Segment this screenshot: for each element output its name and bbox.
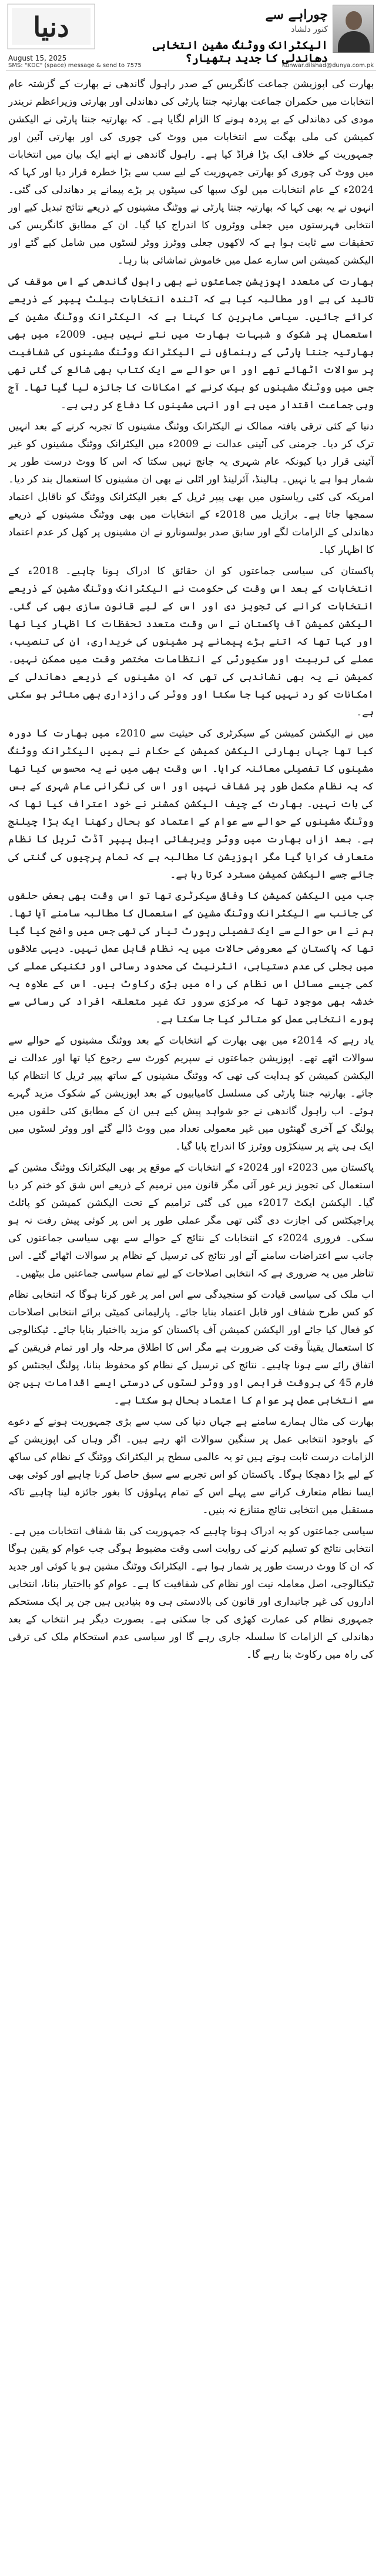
- dunya-logo-icon: [7, 4, 95, 49]
- article-paragraph: یاد رہے کہ 2014ء میں بھی بھارت کے انتخابات کے بعد ووٹنگ مشینوں کے حوالے سے سوالات اٹھے تھے۔ اپوزیشن جماعتوں نے سپریم کورٹ سے رجوع کیا تھا اور عدالت نے الیکشن کمیشن کو ہدایت کی تھی کہ ووٹنگ مشینوں کے ساتھ پیپر ٹریل کا انتظام کیا جائے۔ بھارتیہ جنتا پارٹی کی مسلسل کامیابیوں کے بعد اپوزیشن کے شکوک مزید گہرے ہوئے۔ اب راہول گاندھی نے جو شواہد پیش کیے ہیں ان کے مطابق کئی حلقوں میں پولنگ کے آخری گھنٹوں میں غیر معمولی تعداد میں ووٹ ڈالے گئے اور ووٹر لسٹوں میں ایک ہی پتے پر سینکڑوں ووٹرز کا اندراج پایا گیا۔: [8, 1035, 374, 1152]
- article-paragraph: دنیا کے کئی ترقی یافتہ ممالک نے الیکٹرانک ووٹنگ مشینوں کا تجربہ کرنے کے بعد انہیں ترک کر دیا۔ جرمنی کی آئینی عدالت نے 2009ء میں الیکٹرانک ووٹنگ مشینوں کو غیر آئینی قرار دیا کیونکہ عام شہری یہ جانچ نہیں سکتا کہ اس کا ووٹ درست طور پر شمار ہوا ہے یا نہیں۔ ہالینڈ، آئرلینڈ اور اٹلی نے بھی ان مشینوں کا استعمال بند کر دیا۔ امریکہ کی کئی ریاستوں میں بھی پیپر ٹریل کے بغیر الیکٹرانک ووٹنگ کو ناقابل اعتماد سمجھا جاتا ہے۔ برازیل میں 2018ء کے انتخابات میں بھی ووٹنگ مشینوں کے ذریعے دھاندلی کے الزامات لگے اور سابق صدر بولسونارو نے ان مشینوں پر کھل کر عدم اعتماد کا اظہار کیا۔: [8, 421, 374, 556]
- article-paragraph: میں نے الیکشن کمیشن کے سیکرٹری کی حیثیت سے 2010ء میں بھارت کا دورہ کیا تھا جہاں بھارتی الیکشن کمیشن کے حکام نے ہمیں الیکٹرانک ووٹنگ مشینوں کا تفصیلی معائنہ کرایا۔ اس وقت بھی میں نے یہ محسوس کیا تھا کہ یہ نظام مکمل طور پر شفاف نہیں اور اس کی نگرانی عام شہری کے بس کی بات نہیں۔ بھارت کے چیف الیکشن کمشنر نے خود اعتراف کیا تھا کہ ووٹنگ مشینوں کے حوالے سے عوام کے اعتماد کو بحال رکھنا ایک بڑا چیلنج ہے۔ بعد ازاں بھارت میں ووٹر ویریفائی ایبل پیپر آڈٹ ٹریل کا نظام متعارف کرایا گیا مگر اپوزیشن کا مطالبہ ہے کہ تمام پرچیوں کی گنتی کی جائے جسے الیکشن کمیشن مسترد کرتا رہا ہے۔: [8, 728, 374, 881]
- sms-info: SMS: "KDC" (space) message & send to 7575: [8, 62, 142, 69]
- logo-text: دنیا: [33, 11, 69, 43]
- column-header: [0, 0, 382, 72]
- article-paragraph: سیاسی جماعتوں کو یہ ادراک ہونا چاہیے کہ جمہوریت کی بقا شفاف انتخابات میں ہے۔ انتخابی نتائج کو تسلیم کرنے کی روایت اسی وقت مضبوط ہوگی جب عوام کو یقین ہوگا کہ ان کا ووٹ درست طور پر شمار ہوا ہے۔ الیکٹرانک ووٹنگ مشین ہو یا کوئی اور جدید ٹیکنالوجی، اصل معاملہ نیت اور نظام کی شفافیت کا ہے۔ عوام کو بااختیار بنانا، انتخابی اداروں کی غیر جانبداری اور قانون کی بالادستی ہی وہ بنیادیں ہیں جن پر ایک مستحکم جمہوری نظام کی عمارت کھڑی کی جا سکتی ہے۔ بصورت دیگر ہر انتخاب کے بعد دھاندلی کے الزامات کا سلسلہ جاری رہے گا اور سیاسی عدم استحکام ملک کی ترقی کی راہ میں رکاوٹ بنا رہے گا۔: [8, 1525, 374, 1661]
- author-photo-head: [346, 11, 362, 30]
- author-email[interactable]: Kunwar.dilshad@dunya.com.pk: [282, 62, 374, 69]
- article-paragraph: پاکستان میں 2023ء اور 2024ء کے انتخابات کے موقع پر بھی الیکٹرانک ووٹنگ مشین کے استعمال کی تجویز زیر غور آئی مگر قانون میں ترمیم کے ذریعے اس شق کو ختم کر دیا گیا۔ الیکشن ایکٹ 2017ء میں کی گئی ترامیم کے تحت الیکشن کمیشن کو پائلٹ پراجیکٹس کی اجازت دی گئی تھی مگر عملی طور پر اس پر کوئی پیش رفت نہ ہو سکی۔ فروری 2024ء کے انتخابات کے نتائج کے حوالے سے بھی سیاسی جماعتوں کی جانب سے اعتراضات سامنے آئے اور نتائج کی ترسیل کے نظام پر سوالات اٹھائے گئے۔ اس تناظر میں یہ ضروری ہے کہ انتخابی اصلاحات کے لیے تمام سیاسی جماعتیں مل بیٹھیں۔: [8, 1162, 374, 1279]
- author-name: کنور دلشاد: [291, 25, 328, 34]
- column-name: چوراہے سے: [265, 7, 328, 22]
- column-title: الیکٹرانک ووٹنگ مشین انتخابی دھاندلی کا جدید ہتھیار؟: [152, 39, 328, 65]
- article-paragraph: بھارت کی اپوزیشن جماعت کانگریس کے صدر راہول گاندھی نے بھارت کے گزشتہ عام انتخابات میں حکمران جماعت بھارتیہ جنتا پارٹی کی دھاندلی اور بھارتی وزیراعظم نریندر مودی کی دھاندلی کے بے پردہ ہونے کا الزام لگایا ہے۔ کہ بھارتیہ جنتا پارٹی نے الیکشن کمیشن کی ملی بھگت سے انتخابات میں ووٹ کی چوری کی اور بھارتی آئین اور جمہوریت کے خلاف ایک بڑا فراڈ کیا ہے۔ راہول گاندھی نے اپنے ایک بیان میں انتخابات میں ووٹ کی چوری کو بھارتی جمہوریت کے لیے سب سے بڑا خطرہ قرار دیا اور کہا کہ 2024ء کے عام انتخابات میں لوک سبھا کی سیٹوں پر بڑے پیمانے پر دھاندلی کی گئی۔ انہوں نے یہ بھی کہا کہ بھارتیہ جنتا پارٹی نے ووٹنگ مشینوں کے ذریعے نتائج تبدیل کیے اور انتخابی فہرستوں میں جعلی ووٹروں کا اندراج کیا گیا۔ ان کے مطابق کانگریس کی تحقیقات سے ثابت ہوا ہے کہ لاکھوں جعلی ووٹرز ووٹر لسٹوں میں شامل کیے گئے اور الیکشن کمیشن اس سارے عمل میں خاموش تماشائی بنا رہا۔: [8, 78, 374, 266]
- article-paragraph: جب میں الیکشن کمیشن کا وفاقی سیکرٹری تھا تو اس وقت بھی بعض حلقوں کی جانب سے الیکٹرانک ووٹنگ مشین کے استعمال کا مطالبہ سامنے آیا تھا۔ ہم نے اس حوالے سے ایک تفصیلی رپورٹ تیار کی تھی جس میں واضح کیا گیا تھا کہ پاکستان کے معروضی حالات میں یہ نظام قابل عمل نہیں۔ دیہی علاقوں میں بجلی کی عدم دستیابی، انٹرنیٹ کی محدود رسائی اور تکنیکی عملے کی کمی جیسے مسائل اس نظام کی راہ میں بڑی رکاوٹ ہیں۔ اس کے علاوہ یہ خدشہ بھی موجود تھا کہ مرکزی سرور تک غیر متعلقہ افراد کی رسائی سے پورے انتخابی عمل کو متاثر کیا جا سکتا ہے۔: [8, 890, 374, 1025]
- byline: [228, 7, 328, 34]
- dunya-logo: [7, 4, 95, 49]
- publish-date: August 15, 2025: [8, 54, 67, 62]
- article-paragraph: بھارت کی مثال ہمارے سامنے ہے جہاں دنیا کی سب سے بڑی جمہوریت ہونے کے دعوے کے باوجود انتخابی عمل پر سنگین سوالات اٹھ رہے ہیں۔ اگر وہاں کی اپوزیشن کے الزامات درست ثابت ہوتے ہیں تو یہ عالمی سطح پر الیکٹرانک ووٹنگ کے نظام کی ساکھ کے لیے بڑا دھچکا ہوگا۔ پاکستان کو اس تجربے سے سبق حاصل کرنا چاہیے اور کوئی بھی ایسا نظام متعارف کرانے سے پہلے اس کے تمام پہلوؤں کا بغور جائزہ لینا چاہیے تاکہ مستقبل میں انتخابی نتائج متنازع نہ بنیں۔: [8, 1416, 374, 1516]
- article-paragraph: پاکستان کی سیاسی جماعتوں کو ان حقائق کا ادراک ہونا چاہیے۔ 2018ء کے انتخابات کے بعد اس وقت کی حکومت نے الیکٹرانک ووٹنگ مشین کے ذریعے انتخابات کرانے کی تجویز دی اور اس کے لیے قانون سازی بھی کی گئی۔ الیکشن کمیشن آف پاکستان نے اس وقت متعدد تحفظات کا اظہار کیا تھا اور کہا تھا کہ اتنے بڑے پیمانے پر مشینوں کی خریداری، ان کی تنصیب، عملے کی تربیت اور سکیورٹی کے انتظامات مختصر وقت میں ممکن نہیں۔ کمیشن نے یہ بھی نشاندہی کی تھی کہ ان مشینوں کے ذریعے دھاندلی کے امکانات کو رد نہیں کیا جا سکتا اور ووٹر کی رازداری بھی متاثر ہو سکتی ہے۔: [8, 565, 374, 718]
- article-paragraph: اب ملک کی سیاسی قیادت کو سنجیدگی سے اس امر پر غور کرنا ہوگا کہ انتخابی نظام کو کس طرح شفاف اور قابل اعتماد بنایا جائے۔ پارلیمانی کمیٹی برائے انتخابی اصلاحات کو فعال کیا جائے اور الیکشن کمیشن آف پاکستان کو مزید بااختیار بنایا جائے۔ ٹیکنالوجی کا استعمال یقیناً وقت کی ضرورت ہے مگر اس کا اطلاق مرحلہ وار اور تمام فریقین کے اتفاق رائے سے ہونا چاہیے۔ نتائج کی ترسیل کے نظام کو محفوظ بنانا، پولنگ ایجنٹس کو فارم 45 کی بروقت فراہمی اور ووٹر لسٹوں کی درستی ایسے اقدامات ہیں جن سے انتخابی عمل پر عوام کا اعتماد بحال ہو سکتا ہے۔: [8, 1289, 374, 1407]
- author-photo: [333, 5, 374, 53]
- author-photo-body: [338, 31, 370, 53]
- article-paragraph: بھارت کی متعدد اپوزیشن جماعتوں نے بھی راہول گاندھی کے اس موقف کی تائید کی ہے اور مطالبہ کیا ہے کہ آئندہ انتخابات بیلٹ پیپر کے ذریعے کرائے جائیں۔ سیاسی ماہرین کا کہنا ہے کہ الیکٹرانک ووٹنگ مشین کے استعمال پر شکوک و شبہات بھارت میں نئے نہیں ہیں۔ 2009ء میں بھی بھارتیہ جنتا پارٹی کے رہنماؤں نے الیکٹرانک ووٹنگ مشینوں کی شفافیت پر سوالات اٹھائے تھے اور اس حوالے سے ایک کتاب بھی شائع کی گئی تھی جس میں ووٹنگ مشینوں کو ہیک کرنے کے امکانات کا جائزہ لیا گیا تھا۔ آج وہی جماعت اقتدار میں ہے اور انہی مشینوں کا دفاع کر رہی ہے۔: [8, 276, 374, 411]
- article-body: [8, 75, 374, 2570]
